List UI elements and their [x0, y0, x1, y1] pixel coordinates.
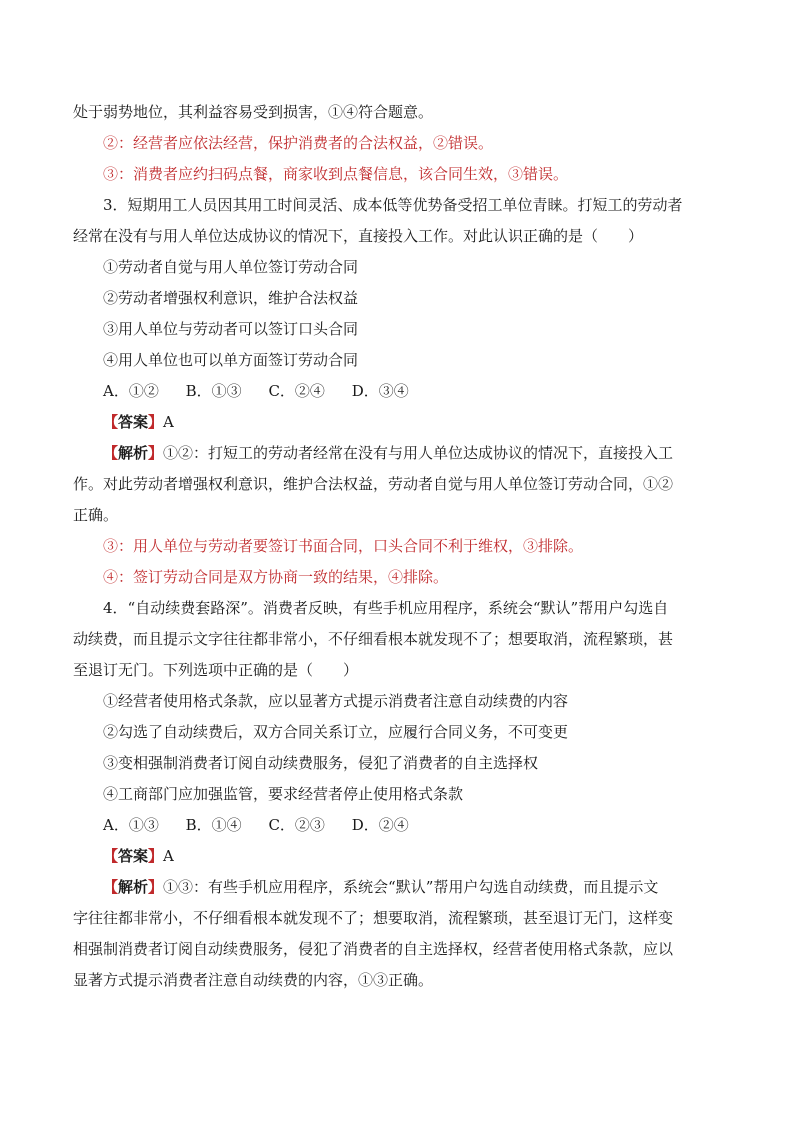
analysis-label: 【解析】 [103, 878, 164, 896]
answer-label: 【答案】 [103, 847, 164, 865]
analysis-line: 字往往都非常小，不仔细看根本就发现不了；想要取消，流程繁琐，甚至退订无门，这样变 [73, 909, 674, 927]
question-3-item-3: ③用人单位与劳动者可以签订口头合同 [103, 320, 359, 338]
option-b: B．①③ [185, 382, 242, 400]
analysis-line-red: ③：用人单位与劳动者要签订书面合同，口头合同不利于维权，③排除。 [103, 537, 584, 555]
question-4-stem: 4．“自动续费套路深”。消费者反映，有些手机应用程序，系统会“默认”帮用户勾选自 [103, 599, 669, 617]
question-4-stem-cont: 至退订无门。下列选项中正确的是（ ） [73, 661, 359, 679]
option-b: B．①④ [185, 816, 242, 834]
analysis-line: 显著方式提示消费者注意自动续费的内容，①③正确。 [73, 971, 434, 989]
answer-value: A [163, 847, 174, 865]
option-a: A．①③ [103, 816, 159, 834]
question-3-options [73, 376, 723, 407]
question-3-answer [73, 407, 723, 438]
option-a: A．①② [103, 382, 159, 400]
answer-label: 【答案】 [103, 413, 164, 431]
question-4-options [73, 810, 723, 841]
question-4-analysis [73, 872, 723, 903]
question-3-analysis [73, 438, 723, 469]
question-4-item-2: ②勾选了自动续费后，双方合同关系订立，应履行合同义务，不可变更 [103, 723, 569, 741]
analysis-line-red: ③：消费者应约扫码点餐，商家收到点餐信息，该合同生效，③错误。 [103, 165, 569, 183]
option-c: C．②③ [268, 816, 325, 834]
question-4-answer [73, 841, 723, 872]
analysis-line-red: ②：经营者应依法经营，保护消费者的合法权益，②错误。 [103, 134, 494, 152]
option-d: D．③④ [351, 382, 409, 400]
analysis-text: ①③：有些手机应用程序，系统会“默认”帮用户勾选自动续费，而且提示文 [163, 878, 659, 896]
document-page [73, 97, 723, 996]
analysis-line: 相强制消费者订阅自动续费服务，侵犯了消费者的自主选择权，经营者使用格式条款，应以 [73, 940, 674, 958]
analysis-line: 正确。 [73, 506, 119, 524]
answer-value: A [163, 413, 174, 431]
analysis-text: ①②：打短工的劳动者经常在没有与用人单位达成协议的情况下，直接投入工 [163, 444, 674, 462]
option-c: C．②④ [268, 382, 325, 400]
question-4-item-4: ④工商部门应加强监管，要求经营者停止使用格式条款 [103, 785, 464, 803]
question-4-item-1: ①经营者使用格式条款，应以显著方式提示消费者注意自动续费的内容 [103, 692, 569, 710]
question-3-stem: 3．短期用工人员因其用工时间灵活、成本低等优势备受招工单位青睐。打短工的劳动者 [103, 196, 683, 214]
question-3-item-4: ④用人单位也可以单方面签订劳动合同 [103, 351, 359, 369]
question-3-stem-cont: 经常在没有与用人单位达成协议的情况下，直接投入工作。对此认识正确的是（ ） [73, 227, 644, 245]
question-3-item-1: ①劳动者自觉与用人单位签订劳动合同 [103, 258, 359, 276]
analysis-line-red: ④：签订劳动合同是双方协商一致的结果，④排除。 [103, 568, 449, 586]
question-3-item-2: ②劳动者增强权利意识，维护合法权益 [103, 289, 359, 307]
question-4-item-3: ③变相强制消费者订阅自动续费服务，侵犯了消费者的自主选择权 [103, 754, 539, 772]
paragraph-line: 处于弱势地位，其利益容易受到损害，①④符合题意。 [73, 103, 434, 121]
option-d: D．②④ [351, 816, 409, 834]
analysis-line: 作。对此劳动者增强权利意识，维护合法权益，劳动者自觉与用人单位签订劳动合同，①② [73, 475, 674, 493]
question-4-stem-cont: 动续费，而且提示文字往往都非常小，不仔细看根本就发现不了；想要取消，流程繁琐，甚 [73, 630, 674, 648]
analysis-label: 【解析】 [103, 444, 164, 462]
